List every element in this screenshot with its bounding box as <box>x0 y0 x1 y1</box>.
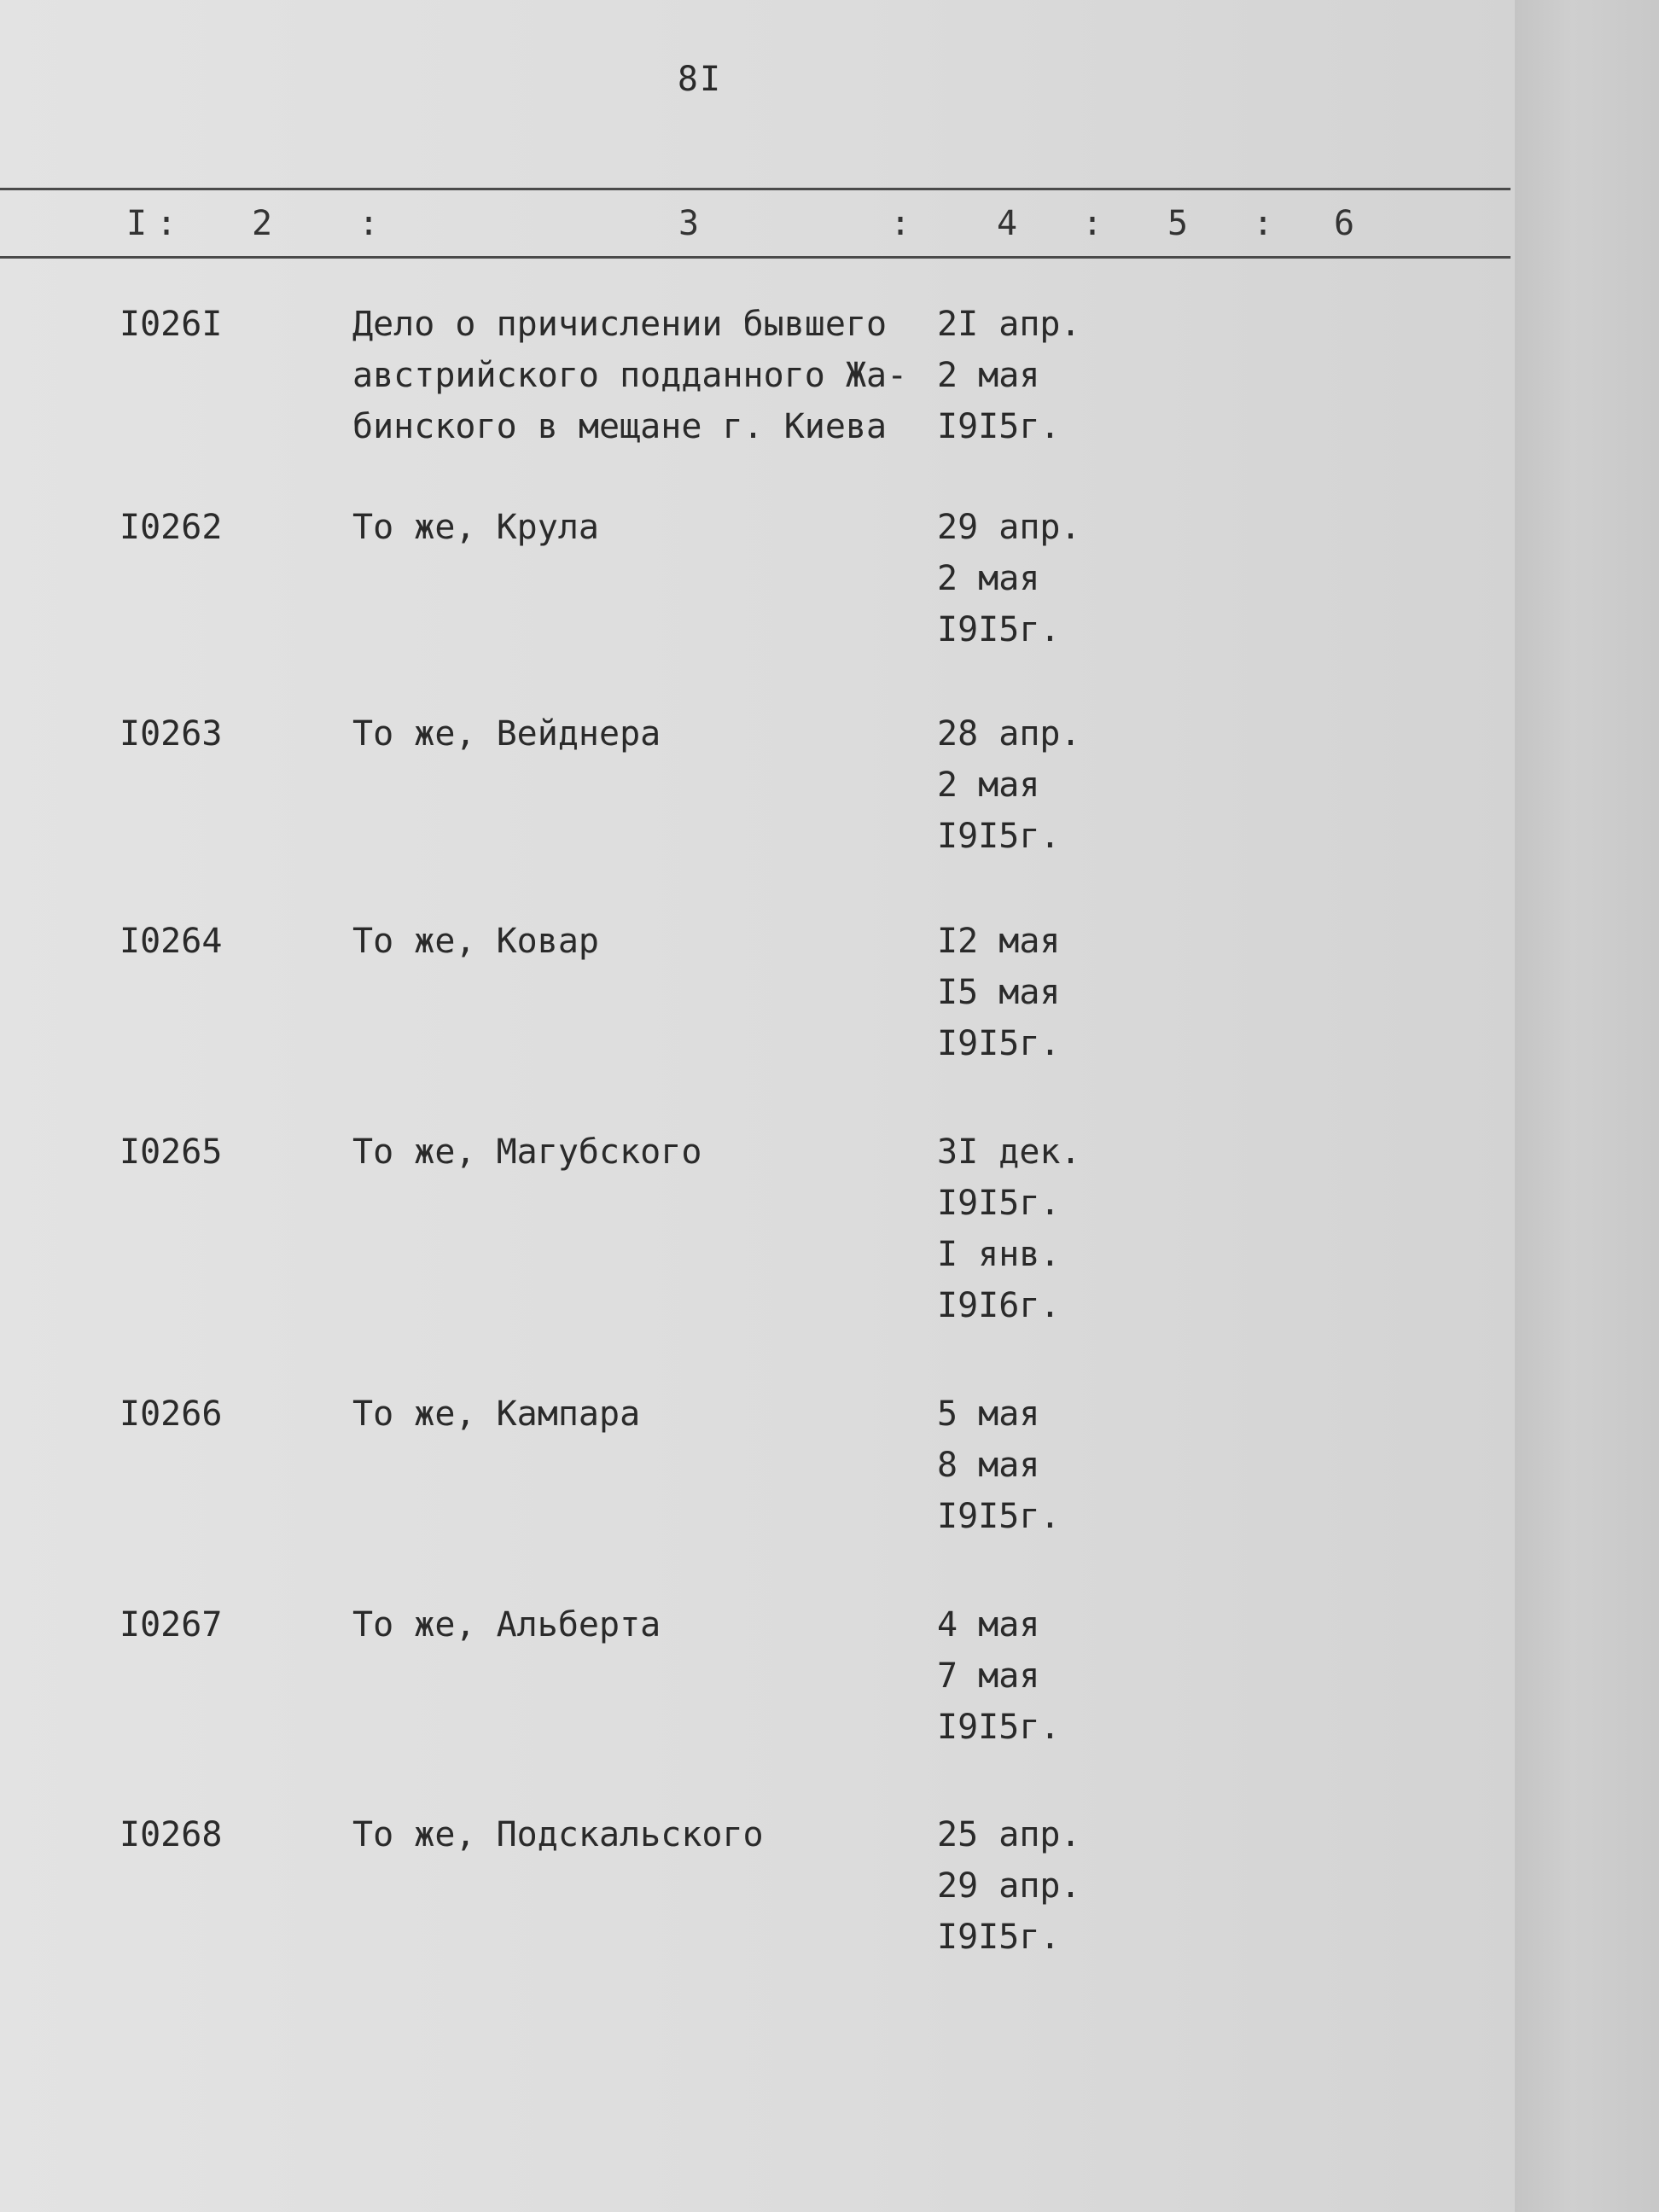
record-title-line: австрийского подданного Жа- <box>352 356 908 395</box>
record-dates <box>937 916 1159 1069</box>
column-number-2: 2 <box>252 204 273 243</box>
record-date-line: I9I5г. <box>937 817 1061 856</box>
record-dates <box>937 1809 1159 1963</box>
record-dates <box>937 502 1159 655</box>
record-title-line: То же, Крула <box>352 508 599 547</box>
column-number-5: 5 <box>1167 204 1189 243</box>
record-number: I0268 <box>119 1815 223 1854</box>
record-title-line: То же, Альберта <box>352 1605 661 1644</box>
record-title <box>352 299 950 452</box>
page-number: 8I <box>677 60 723 99</box>
record-date-line: I9I5г. <box>937 1497 1061 1536</box>
record-date-line: 3I дек. <box>937 1132 1081 1172</box>
record-date-line: 2I апр. <box>937 305 1081 344</box>
column-separator: : <box>156 204 178 243</box>
record-date-line: I9I5г. <box>937 1024 1061 1063</box>
record-title <box>352 708 950 760</box>
record-title-line: То же, Подскальского <box>352 1815 764 1854</box>
record-dates <box>937 1126 1159 1331</box>
record-date-line: I5 мая <box>937 973 1061 1012</box>
header-rule-top <box>0 188 1511 190</box>
column-separator: : <box>1082 204 1103 243</box>
record-title <box>352 502 950 553</box>
record-date-line: 4 мая <box>937 1605 1040 1644</box>
record-number: I0265 <box>119 1132 223 1172</box>
record-title <box>352 1809 950 1860</box>
record-date-line: 29 апр. <box>937 1866 1081 1906</box>
record-date-line: I2 мая <box>937 922 1061 961</box>
record-date-line: 2 мая <box>937 356 1040 395</box>
record-dates <box>937 299 1159 452</box>
record-date-line: 5 мая <box>937 1394 1040 1434</box>
record-date-line: I9I5г. <box>937 1708 1061 1747</box>
column-separator: : <box>890 204 911 243</box>
record-number: I0267 <box>119 1605 223 1644</box>
record-date-line: I9I5г. <box>937 1918 1061 1957</box>
record-title <box>352 1126 950 1178</box>
record-title <box>352 916 950 967</box>
record-number: I026I <box>119 305 223 344</box>
record-date-line: 7 мая <box>937 1656 1040 1696</box>
record-title-line: То же, Магубского <box>352 1132 702 1172</box>
record-title <box>352 1388 950 1440</box>
record-number: I0263 <box>119 714 223 754</box>
record-date-line: 29 апр. <box>937 508 1081 547</box>
column-number-6: 6 <box>1334 204 1355 243</box>
column-number-1: I <box>126 204 148 243</box>
record-title-line: То же, Кампара <box>352 1394 641 1434</box>
record-date-line: 2 мая <box>937 765 1040 805</box>
record-title <box>352 1599 950 1650</box>
record-title-line: То же, Ковар <box>352 922 599 961</box>
column-separator: : <box>358 204 380 243</box>
record-date-line: I9I5г. <box>937 1184 1061 1223</box>
record-dates <box>937 1388 1159 1542</box>
record-number: I0262 <box>119 508 223 547</box>
record-title-line: бинского в мещане г. Киева <box>352 407 888 446</box>
record-number: I0266 <box>119 1394 223 1434</box>
record-title-line: Дело о причислении бывшего <box>352 305 888 344</box>
record-date-line: 8 мая <box>937 1446 1040 1485</box>
header-rule-bottom <box>0 256 1511 259</box>
column-number-4: 4 <box>997 204 1018 243</box>
record-date-line: I9I5г. <box>937 610 1061 649</box>
record-date-line: I9I6г. <box>937 1286 1061 1325</box>
record-dates <box>937 708 1159 862</box>
record-date-line: 2 мая <box>937 559 1040 598</box>
record-date-line: I янв. <box>937 1235 1061 1274</box>
record-date-line: I9I5г. <box>937 407 1061 446</box>
record-title-line: То же, Вейднера <box>352 714 661 754</box>
record-date-line: 25 апр. <box>937 1815 1081 1854</box>
column-separator: : <box>1253 204 1274 243</box>
record-number: I0264 <box>119 922 223 961</box>
record-date-line: 28 апр. <box>937 714 1081 754</box>
next-page-edge <box>1515 0 1659 2212</box>
record-dates <box>937 1599 1159 1753</box>
column-number-3: 3 <box>678 204 700 243</box>
